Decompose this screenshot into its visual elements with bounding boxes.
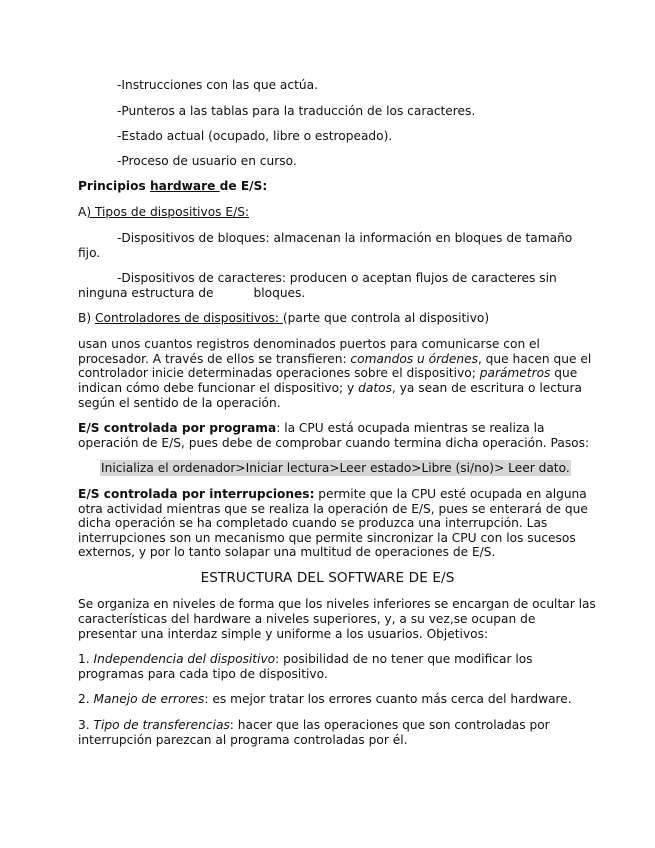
intro-line-1: Se organiza en niveles de forma que los niveles inferiores se encargan de ocultar las bbox=[78, 597, 596, 611]
controladores-line-5: según el sentido de la operación. bbox=[78, 396, 281, 410]
interrupciones-line-1 bbox=[78, 487, 587, 502]
text-run: , que hacen que el bbox=[477, 352, 592, 366]
list-item: -Punteros a las tablas para la traducción de los caracteres. bbox=[117, 104, 476, 118]
interrupciones-line-5: externos, y por lo tanto solapar una multitud de operaciones de E/S. bbox=[78, 545, 496, 559]
list-item: -Instrucciones con las que actúa. bbox=[117, 78, 318, 92]
objetivo-1-line-1 bbox=[78, 652, 533, 667]
text-run: : la CPU está ocupada mientras se realiza la bbox=[276, 421, 545, 435]
emphasis-parametros: parámetros bbox=[479, 366, 551, 380]
interrupciones-line-3: dicha operación se ha completado cuando se produzca una interrupción. Las bbox=[78, 516, 548, 530]
emphasis-datos: datos bbox=[358, 381, 392, 395]
principios-text: Principios bbox=[78, 179, 150, 193]
objetivo-term: Tipo de transferencias bbox=[93, 718, 230, 732]
text-run: : es mejor tratar los errores cuanto más cerca del hardware. bbox=[204, 692, 572, 706]
section-b-heading bbox=[78, 311, 489, 326]
intro-line-2: características del hardware a niveles superiores, y, a su vez,se ocupan de bbox=[78, 612, 536, 626]
objetivo-term: Manejo de errores bbox=[93, 692, 205, 706]
objetivo-2-line-1 bbox=[78, 692, 572, 707]
section-a-title: ) Tipos de dispositivos E/S: bbox=[86, 205, 250, 219]
section-a-label: A bbox=[78, 205, 87, 219]
programa-line-2: operación de E/S, pues debe de comprobar cuando termina dicha operación. Pasos: bbox=[78, 436, 590, 450]
objetivo-number: 3. bbox=[78, 718, 94, 732]
text-run: permite que la CPU esté ocupada en alguna bbox=[314, 487, 587, 501]
objetivo-number: 2. bbox=[78, 692, 94, 706]
objetivo-3-line-1 bbox=[78, 718, 550, 733]
section-b-title: Controladores de dispositivos: bbox=[95, 311, 283, 325]
section-a-heading bbox=[78, 205, 249, 220]
text-run: que bbox=[550, 366, 578, 380]
objetivo-3-line-2: interrupción parezcan al programa controladas por él. bbox=[78, 733, 408, 747]
hardware-underlined: hardware bbox=[149, 179, 220, 193]
principios-heading bbox=[78, 179, 267, 194]
intro-line-3: presentar una interdaz simple y uniforme a los usuarios. Objetivos: bbox=[78, 627, 489, 641]
caracteres-line-2 bbox=[78, 286, 305, 301]
objetivo-number: 1. bbox=[78, 652, 94, 666]
text-run: , ya sean de escritura o lectura bbox=[391, 381, 582, 395]
section-heading: ESTRUCTURA DEL SOFTWARE DE E/S bbox=[200, 570, 455, 586]
caracteres-line-1: -Dispositivos de caracteres: producen o aceptan flujos de caracteres sin bbox=[117, 271, 557, 285]
controladores-line-3 bbox=[78, 366, 577, 381]
section-b-prefix: B) bbox=[78, 311, 95, 325]
text-run: controlador inicie determinadas operaciones sobre el dispositivo; bbox=[78, 366, 480, 380]
steps-text: Inicializa el ordenador>Iniciar lectura>Leer estado>Libre (si/no)> Leer dato. bbox=[101, 461, 570, 475]
steps-highlight bbox=[100, 461, 571, 476]
emphasis-comandos: comandos u órdenes bbox=[350, 352, 478, 366]
controladores-line-1: usan unos cuantos registros denominados puertos para comunicarse con el bbox=[78, 337, 540, 351]
objetivo-1-line-2: programas para cada tipo de dispositivo. bbox=[78, 667, 328, 681]
interrupciones-line-4: interrupciones son un mecanismo que permite sincronizar la CPU con los sucesos bbox=[78, 531, 576, 545]
interrupciones-line-2: otra actividad mientras que se realiza la operación de E/S, pues se enterará de que bbox=[78, 502, 588, 516]
bloques-line-2: fijo. bbox=[78, 246, 101, 260]
caracteres-text: ninguna estructura de bbox=[78, 286, 214, 300]
list-item: -Proceso de usuario en curso. bbox=[117, 154, 297, 168]
text-run: : posibilidad de no tener que modificar los bbox=[275, 652, 533, 666]
bloques-line-1: -Dispositivos de bloques: almacenan la información en bloques de tamaño bbox=[117, 231, 573, 245]
programa-term: E/S controlada por programa bbox=[78, 421, 277, 435]
section-b-rest: (parte que controla al dispositivo) bbox=[282, 311, 490, 325]
text-run: indican cómo debe funcionar el dispositivo; y bbox=[78, 381, 359, 395]
caracteres-text-end: bloques. bbox=[253, 286, 306, 300]
programa-line-1 bbox=[78, 421, 544, 436]
text-run: : hacer que las operaciones que son controladas por bbox=[229, 718, 550, 732]
text-run: procesador. A través de ellos se transfieren: bbox=[78, 352, 351, 366]
controladores-line-4 bbox=[78, 381, 582, 396]
controladores-line-2 bbox=[78, 352, 591, 367]
interrupciones-term: E/S controlada por interrupciones: bbox=[78, 487, 315, 501]
list-item: -Estado actual (ocupado, libre o estropeado). bbox=[117, 129, 393, 143]
objetivo-term: Independencia del dispositivo bbox=[93, 652, 276, 666]
principios-text-end: de E/S: bbox=[219, 179, 268, 193]
